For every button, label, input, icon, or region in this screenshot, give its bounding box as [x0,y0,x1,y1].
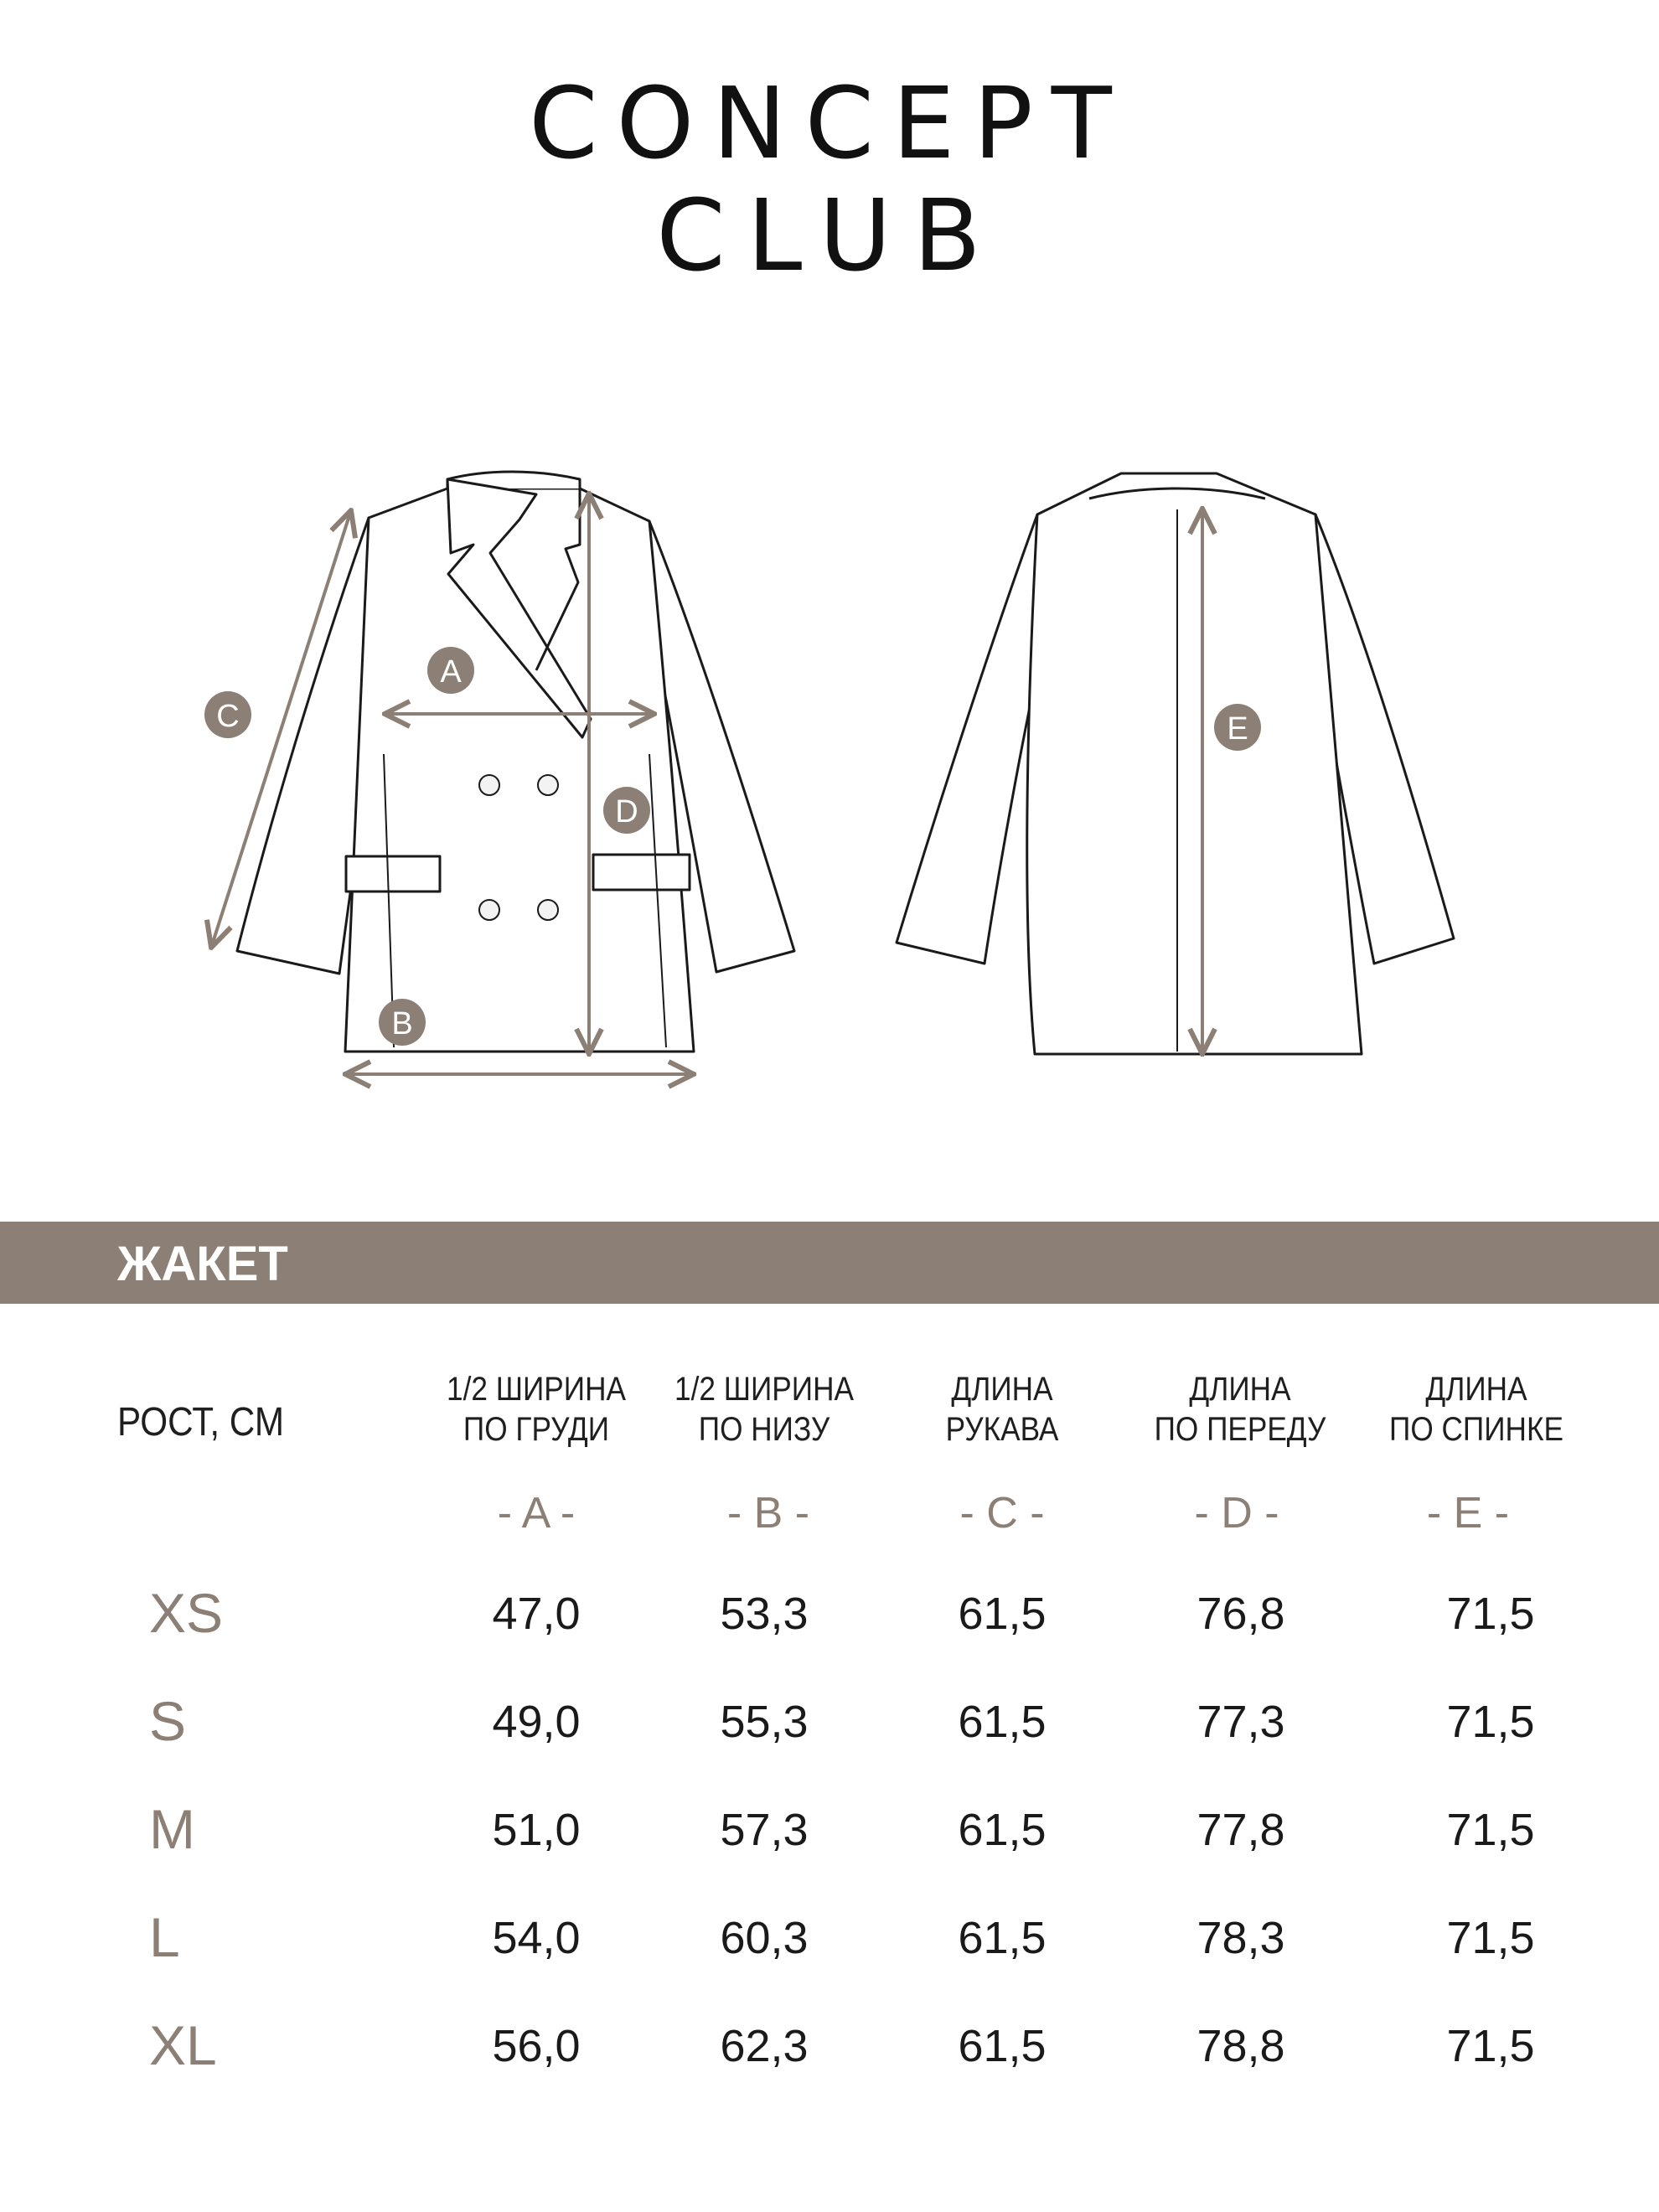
cell-xl-a: 56,0 [492,2021,581,2071]
cell-s-b: 55,3 [720,1697,809,1747]
column-letter-e: - E - [1426,1489,1510,1538]
column-letter-d: - D - [1194,1489,1279,1538]
cell-m-a: 51,0 [492,1805,581,1855]
cell-l-c: 61,5 [958,1913,1047,1963]
column-header-line1: 1/2 ШИРИНА [447,1371,626,1408]
marker-a: A [440,654,462,690]
column-header-line2: ПО СПИНКЕ [1389,1411,1563,1448]
cell-xl-d: 78,8 [1196,2021,1285,2071]
cell-s-d: 77,3 [1196,1697,1285,1747]
cell-l-a: 54,0 [492,1913,581,1963]
marker-b: B [391,1006,413,1041]
column-header-e [1366,1369,1587,1450]
size-label-xs: XS [149,1582,224,1644]
size-label-s: S [149,1690,187,1752]
cell-xs-d: 76,8 [1196,1589,1285,1639]
column-header-line2: ПО НИЗУ [698,1411,830,1448]
cell-m-d: 77,8 [1196,1805,1285,1855]
column-header-line1: 1/2 ШИРИНА [674,1371,854,1408]
cell-xl-e: 71,5 [1446,2021,1535,2071]
column-letter-c: - C - [959,1489,1045,1538]
column-letter-a: - A - [497,1489,576,1538]
column-letter-b: - B - [726,1489,810,1538]
column-header-line2: ПО ГРУДИ [463,1411,610,1448]
cell-s-a: 49,0 [492,1697,581,1747]
cell-m-c: 61,5 [958,1805,1047,1855]
cell-xs-a: 47,0 [492,1589,581,1639]
cell-l-e: 71,5 [1446,1913,1535,1963]
section-banner [0,1222,1659,1304]
cell-xl-c: 61,5 [958,2021,1047,2071]
marker-d: D [615,794,638,830]
column-header-line2: РУКАВА [945,1411,1059,1448]
column-header-line1: ДЛИНА [1189,1371,1291,1408]
jacket-back-view [897,473,1454,1054]
size-label-m: M [149,1798,195,1860]
column-header-c [892,1369,1113,1450]
brand-logo-line2: CLUB [656,178,1003,293]
brand-logo-line1: CONCEPT [529,65,1130,181]
column-header-line1: ДЛИНА [951,1371,1053,1408]
cell-xs-e: 71,5 [1446,1589,1535,1639]
cell-l-d: 78,3 [1196,1913,1285,1963]
row-header-height: РОСТ, СМ [117,1400,285,1445]
cell-m-b: 57,3 [720,1805,809,1855]
cell-xl-b: 62,3 [720,2021,809,2071]
cell-l-b: 60,3 [720,1913,809,1963]
jacket-measurement-illustration [0,436,1659,1123]
cell-xs-c: 61,5 [958,1589,1047,1639]
size-label-l: L [149,1906,180,1968]
size-label-xl: XL [149,2014,217,2076]
cell-s-c: 61,5 [958,1697,1047,1747]
cell-m-e: 71,5 [1446,1805,1535,1855]
marker-e: E [1227,711,1248,747]
column-header-b [654,1369,875,1450]
column-header-d [1129,1369,1351,1450]
cell-s-e: 71,5 [1446,1697,1535,1747]
cell-xs-b: 53,3 [720,1589,809,1639]
column-header-line2: ПО ПЕРЕДУ [1154,1411,1326,1448]
column-header-line1: ДЛИНА [1425,1371,1527,1408]
section-title: ЖАКЕТ [117,1237,288,1291]
marker-c: C [216,699,240,734]
column-header-a [426,1369,647,1450]
jacket-front-view [237,472,794,1052]
